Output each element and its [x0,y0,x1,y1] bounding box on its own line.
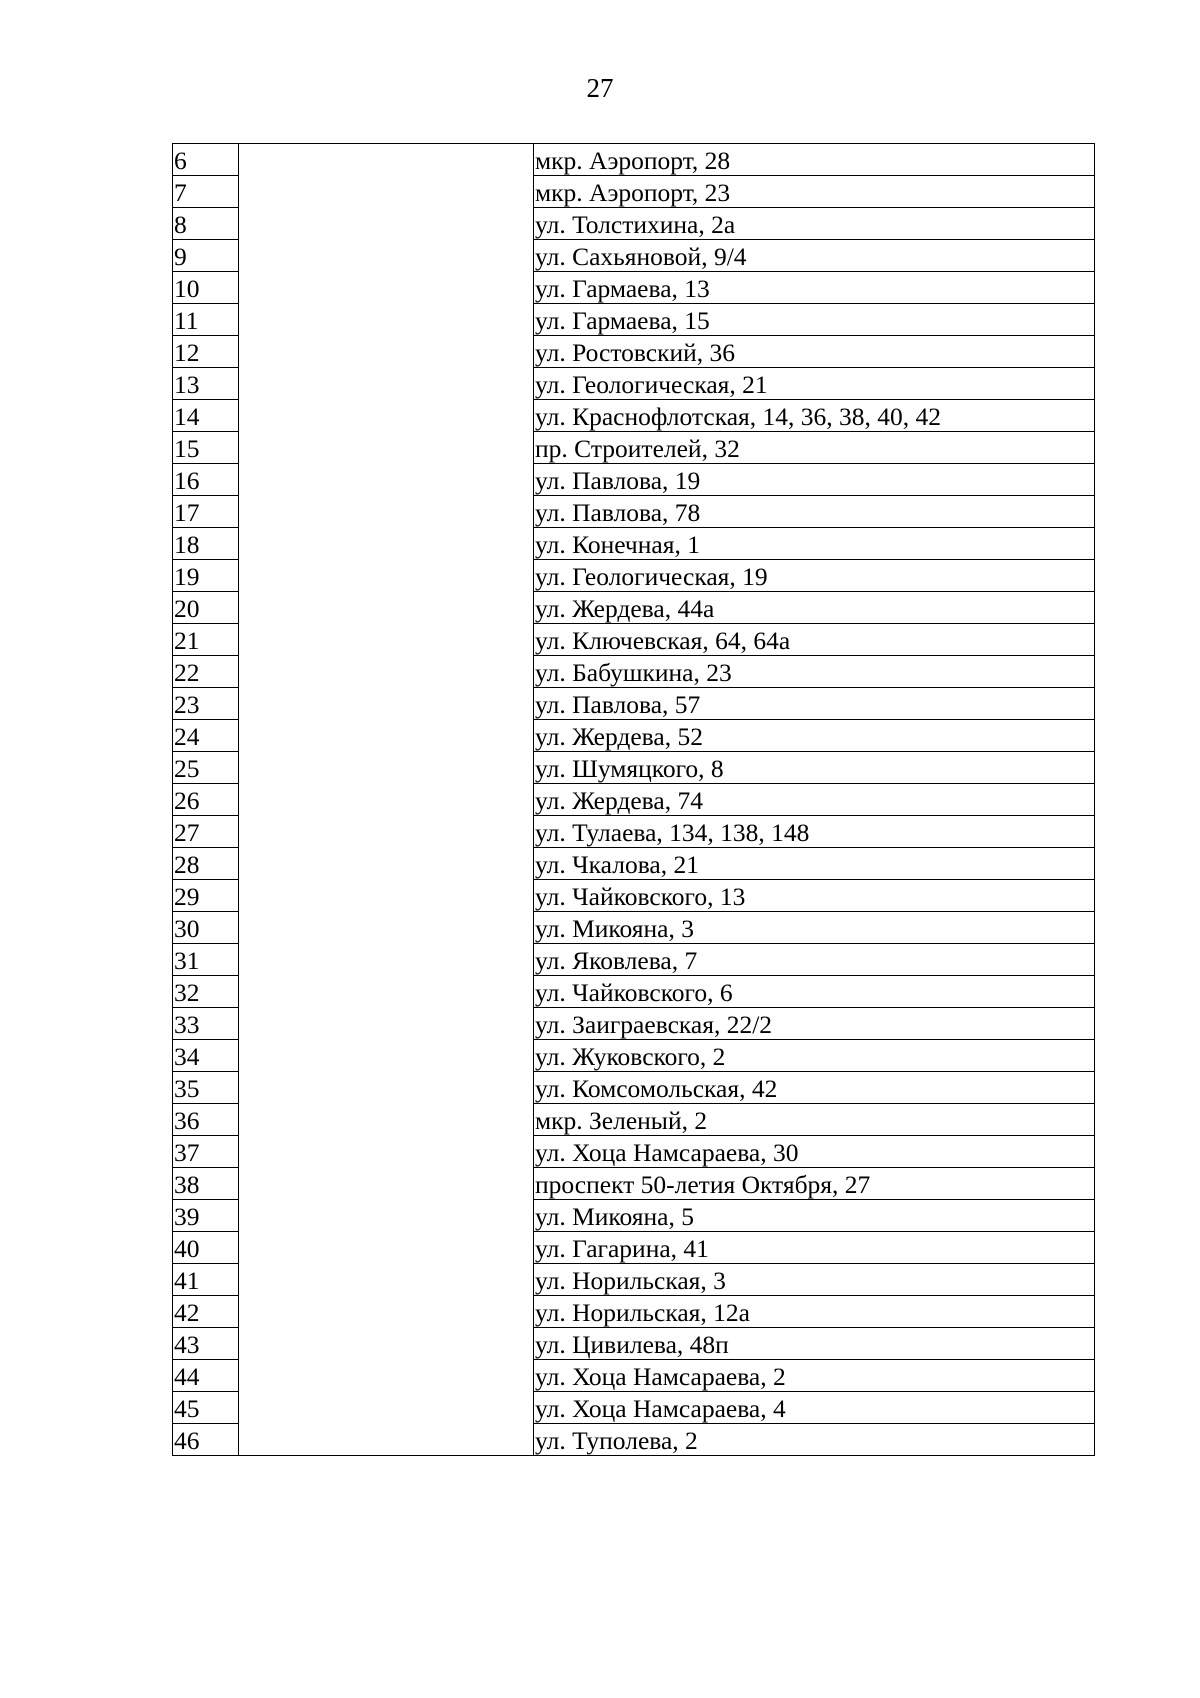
address-cell: ул. Ростовский, 36 [534,336,1095,368]
address-cell: ул. Хоца Намсараева, 2 [534,1360,1095,1392]
row-number-cell: 27 [173,816,239,848]
address-cell: ул. Микояна, 3 [534,912,1095,944]
address-cell: ул. Заиграевская, 22/2 [534,1008,1095,1040]
address-cell: ул. Тулаева, 134, 138, 148 [534,816,1095,848]
address-cell: ул. Жердева, 74 [534,784,1095,816]
address-cell: ул. Жердева, 52 [534,720,1095,752]
row-number-cell: 14 [173,400,239,432]
row-number-cell: 45 [173,1392,239,1424]
row-number-cell: 39 [173,1200,239,1232]
address-cell: ул. Норильская, 3 [534,1264,1095,1296]
row-number-cell: 35 [173,1072,239,1104]
address-cell: ул. Павлова, 57 [534,688,1095,720]
row-number-cell: 29 [173,880,239,912]
address-cell: ул. Павлова, 19 [534,464,1095,496]
row-number-cell: 18 [173,528,239,560]
row-number-cell: 26 [173,784,239,816]
address-cell: ул. Гармаева, 15 [534,304,1095,336]
row-number-cell: 20 [173,592,239,624]
address-cell: ул. Бабушкина, 23 [534,656,1095,688]
address-cell: ул. Яковлева, 7 [534,944,1095,976]
row-number-cell: 43 [173,1328,239,1360]
address-cell: ул. Геологическая, 21 [534,368,1095,400]
row-number-cell: 7 [173,176,239,208]
address-cell: ул. Микояна, 5 [534,1200,1095,1232]
row-number-cell: 21 [173,624,239,656]
row-number-cell: 44 [173,1360,239,1392]
address-cell: ул. Ключевская, 64, 64а [534,624,1095,656]
row-number-cell: 6 [173,144,239,176]
address-cell: ул. Краснофлотская, 14, 36, 38, 40, 42 [534,400,1095,432]
address-cell: ул. Чкалова, 21 [534,848,1095,880]
address-cell: мкр. Аэропорт, 23 [534,176,1095,208]
row-number-cell: 31 [173,944,239,976]
row-number-cell: 9 [173,240,239,272]
row-number-cell: 37 [173,1136,239,1168]
row-number-cell: 33 [173,1008,239,1040]
row-number-cell: 10 [173,272,239,304]
page-number: 27 [586,73,614,103]
empty-merged-cell [239,144,534,1456]
row-number-cell: 40 [173,1232,239,1264]
row-number-cell: 15 [173,432,239,464]
row-number-cell: 25 [173,752,239,784]
row-number-cell: 13 [173,368,239,400]
row-number-cell: 38 [173,1168,239,1200]
address-table [172,143,1095,1456]
address-cell: ул. Комсомольская, 42 [534,1072,1095,1104]
row-number-cell: 23 [173,688,239,720]
row-number-cell: 42 [173,1296,239,1328]
row-number-cell: 28 [173,848,239,880]
row-number-cell: 17 [173,496,239,528]
address-cell: ул. Туполева, 2 [534,1424,1095,1456]
row-number-cell: 41 [173,1264,239,1296]
address-cell: пр. Строителей, 32 [534,432,1095,464]
address-cell: ул. Чайковского, 6 [534,976,1095,1008]
address-cell: ул. Жуковского, 2 [534,1040,1095,1072]
address-cell: ул. Жердева, 44а [534,592,1095,624]
address-cell: ул. Павлова, 78 [534,496,1095,528]
row-number-cell: 8 [173,208,239,240]
row-number-cell: 34 [173,1040,239,1072]
address-cell: ул. Гармаева, 13 [534,272,1095,304]
row-number-cell: 24 [173,720,239,752]
address-cell: ул. Чайковского, 13 [534,880,1095,912]
address-cell: проспект 50-летия Октября, 27 [534,1168,1095,1200]
address-cell: мкр. Аэропорт, 28 [534,144,1095,176]
address-cell: ул. Гагарина, 41 [534,1232,1095,1264]
address-cell: ул. Сахьяновой, 9/4 [534,240,1095,272]
row-number-cell: 36 [173,1104,239,1136]
address-cell: ул. Норильская, 12а [534,1296,1095,1328]
address-cell: ул. Хоца Намсараева, 4 [534,1392,1095,1424]
address-cell: ул. Конечная, 1 [534,528,1095,560]
table-row [173,144,1095,176]
address-cell: мкр. Зеленый, 2 [534,1104,1095,1136]
row-number-cell: 12 [173,336,239,368]
address-cell: ул. Геологическая, 19 [534,560,1095,592]
address-cell: ул. Шумяцкого, 8 [534,752,1095,784]
row-number-cell: 19 [173,560,239,592]
row-number-cell: 46 [173,1424,239,1456]
row-number-cell: 32 [173,976,239,1008]
row-number-cell: 22 [173,656,239,688]
row-number-cell: 11 [173,304,239,336]
row-number-cell: 30 [173,912,239,944]
table-body [173,144,1095,1456]
row-number-cell: 16 [173,464,239,496]
address-cell: ул. Цивилева, 48п [534,1328,1095,1360]
address-cell: ул. Хоца Намсараева, 30 [534,1136,1095,1168]
address-cell: ул. Толстихина, 2а [534,208,1095,240]
